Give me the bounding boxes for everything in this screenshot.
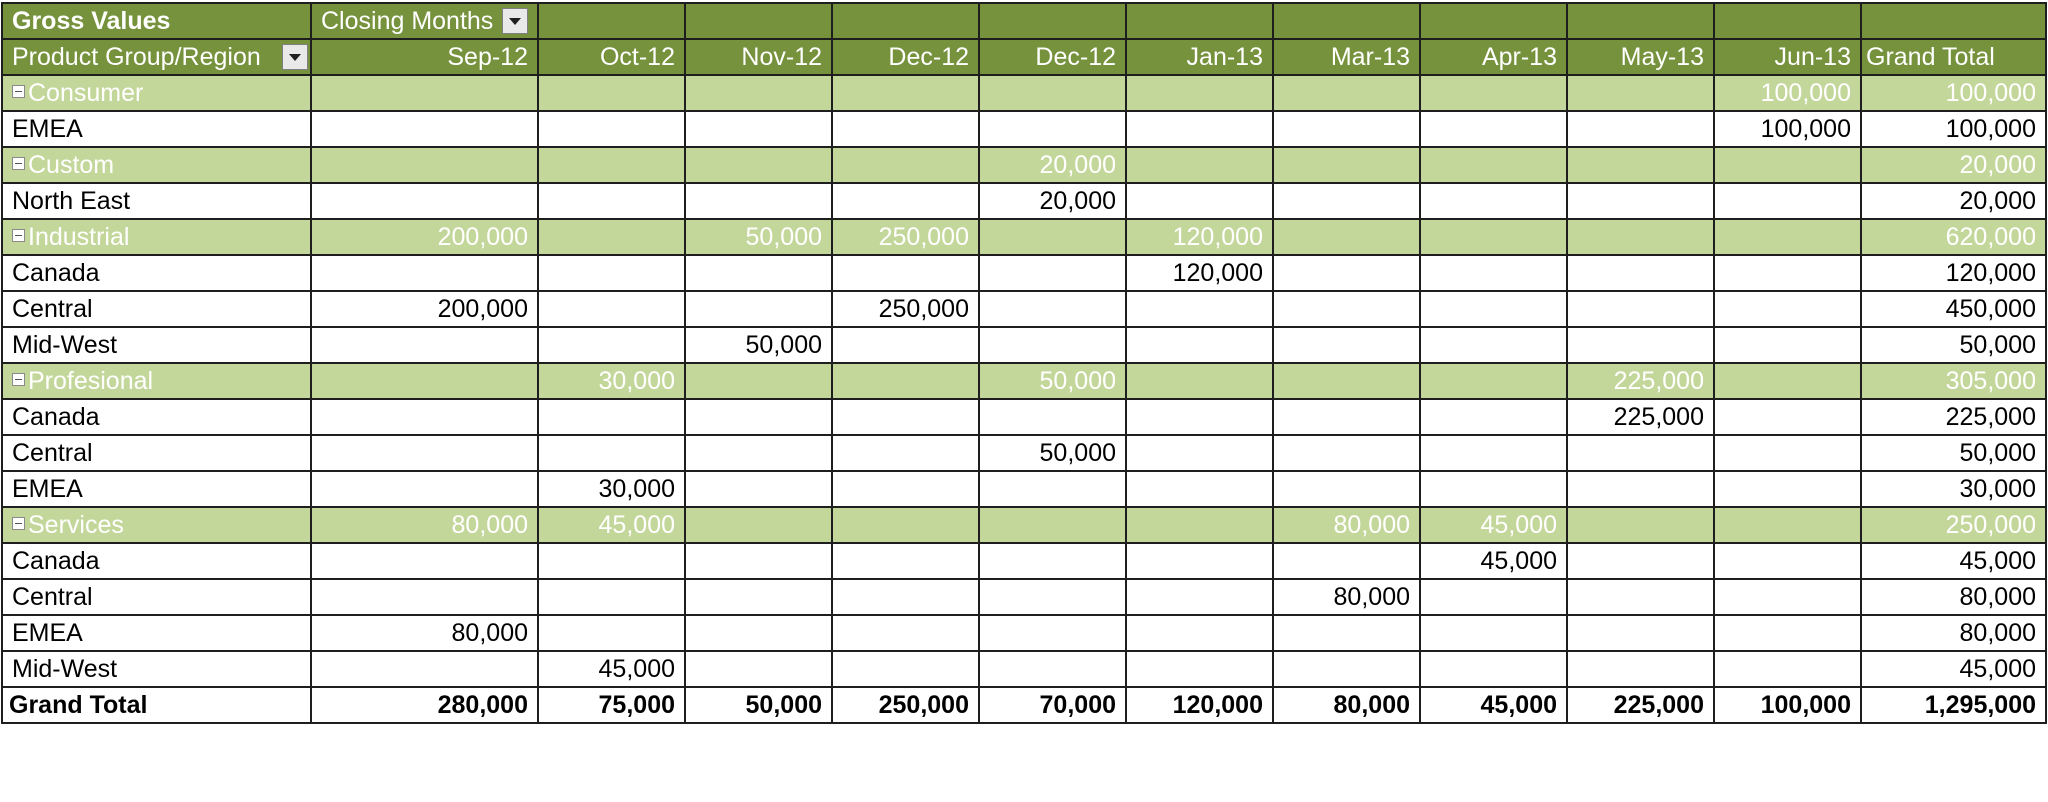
table-row xyxy=(2,615,2046,651)
value-cell xyxy=(1567,435,1714,471)
group-label: Industrial xyxy=(28,222,130,251)
value-cell xyxy=(685,579,832,615)
value-cell xyxy=(1273,651,1420,687)
value-cell xyxy=(1273,471,1420,507)
value-cell xyxy=(1126,507,1273,543)
region-label-cell xyxy=(2,651,311,687)
group-label-cell xyxy=(2,363,311,399)
region-label-cell xyxy=(2,111,311,147)
group-row xyxy=(2,75,2046,111)
value-cell: 20,000 xyxy=(979,147,1126,183)
value-cell xyxy=(1714,147,1861,183)
value-cell xyxy=(685,543,832,579)
value-cell xyxy=(1126,471,1273,507)
value-cell xyxy=(1420,147,1567,183)
value-cell xyxy=(832,615,979,651)
value-cell: 80,000 xyxy=(1273,507,1420,543)
value-cell xyxy=(685,291,832,327)
row-total-cell: 80,000 xyxy=(1861,615,2046,651)
header-blank-cell xyxy=(832,3,979,39)
collapse-icon[interactable] xyxy=(12,229,25,242)
header-blank-cell xyxy=(1126,3,1273,39)
value-cell xyxy=(311,255,538,291)
row-total-cell: 80,000 xyxy=(1861,579,2046,615)
header-row-months xyxy=(2,39,2046,75)
chevron-down-icon[interactable] xyxy=(502,8,528,34)
value-cell xyxy=(1273,147,1420,183)
grand-total-value-cell: 75,000 xyxy=(538,687,685,723)
value-cell xyxy=(1420,399,1567,435)
value-cell: 50,000 xyxy=(685,327,832,363)
region-label-cell xyxy=(2,615,311,651)
header-blank-cell xyxy=(538,3,685,39)
value-cell xyxy=(685,651,832,687)
value-cell xyxy=(538,75,685,111)
grand-total-value-cell: 100,000 xyxy=(1714,687,1861,723)
value-cell xyxy=(1714,219,1861,255)
table-row xyxy=(2,255,2046,291)
region-label: EMEA xyxy=(12,114,83,143)
row-total-cell: 50,000 xyxy=(1861,327,2046,363)
month-header-cell: May-13 xyxy=(1567,39,1714,75)
value-cell xyxy=(538,327,685,363)
grand-total-header-cell: Grand Total xyxy=(1861,39,2046,75)
value-cell xyxy=(1567,75,1714,111)
value-cell xyxy=(1126,363,1273,399)
value-cell xyxy=(1714,507,1861,543)
region-label: North East xyxy=(12,186,131,215)
value-cell xyxy=(538,435,685,471)
values-label-cell xyxy=(2,3,311,39)
value-cell xyxy=(979,219,1126,255)
value-cell xyxy=(1273,255,1420,291)
value-cell xyxy=(538,615,685,651)
value-cell: 200,000 xyxy=(311,219,538,255)
value-cell: 100,000 xyxy=(1714,111,1861,147)
grand-total-value-cell: 280,000 xyxy=(311,687,538,723)
region-label-cell xyxy=(2,579,311,615)
month-header-cell: Sep-12 xyxy=(311,39,538,75)
value-cell xyxy=(311,183,538,219)
value-cell xyxy=(1273,327,1420,363)
row-total-cell: 20,000 xyxy=(1861,147,2046,183)
value-cell: 200,000 xyxy=(311,291,538,327)
value-cell xyxy=(685,363,832,399)
value-cell xyxy=(832,327,979,363)
collapse-icon[interactable] xyxy=(12,85,25,98)
value-cell xyxy=(832,399,979,435)
value-cell xyxy=(1714,363,1861,399)
region-label: Canada xyxy=(12,546,100,575)
value-cell xyxy=(1714,327,1861,363)
value-cell xyxy=(1420,255,1567,291)
value-cell xyxy=(979,615,1126,651)
value-cell xyxy=(1567,327,1714,363)
value-cell xyxy=(1126,543,1273,579)
table-row xyxy=(2,651,2046,687)
table-row xyxy=(2,111,2046,147)
value-cell xyxy=(1567,651,1714,687)
row-total-cell: 30,000 xyxy=(1861,471,2046,507)
value-cell: 50,000 xyxy=(685,219,832,255)
value-cell xyxy=(1273,75,1420,111)
region-label-cell xyxy=(2,543,311,579)
value-cell xyxy=(979,471,1126,507)
value-cell xyxy=(1567,291,1714,327)
region-label: EMEA xyxy=(12,618,83,647)
value-cell xyxy=(1273,111,1420,147)
value-cell xyxy=(832,147,979,183)
row-total-cell: 620,000 xyxy=(1861,219,2046,255)
value-cell: 120,000 xyxy=(1126,255,1273,291)
region-label-cell xyxy=(2,183,311,219)
region-label: Mid-West xyxy=(12,654,118,683)
value-cell: 30,000 xyxy=(538,471,685,507)
value-cell xyxy=(311,651,538,687)
value-cell xyxy=(1567,147,1714,183)
value-cell xyxy=(1714,399,1861,435)
table-row xyxy=(2,435,2046,471)
value-cell xyxy=(1420,651,1567,687)
value-cell xyxy=(1714,255,1861,291)
group-label-cell xyxy=(2,219,311,255)
region-label: Canada xyxy=(12,402,100,431)
rows-label: Product Group/Region xyxy=(12,42,261,71)
value-cell xyxy=(311,363,538,399)
value-cell xyxy=(685,255,832,291)
value-cell xyxy=(311,75,538,111)
value-cell: 45,000 xyxy=(538,651,685,687)
value-cell xyxy=(1567,579,1714,615)
value-cell xyxy=(979,651,1126,687)
value-cell xyxy=(538,255,685,291)
value-cell xyxy=(832,471,979,507)
group-label: Custom xyxy=(28,150,115,179)
value-cell xyxy=(685,147,832,183)
value-cell xyxy=(1273,291,1420,327)
region-label-cell xyxy=(2,291,311,327)
group-label: Services xyxy=(28,510,124,539)
value-cell xyxy=(832,183,979,219)
table-row xyxy=(2,579,2046,615)
value-cell xyxy=(1567,255,1714,291)
value-cell xyxy=(979,579,1126,615)
value-cell xyxy=(311,399,538,435)
value-cell xyxy=(538,147,685,183)
value-cell: 20,000 xyxy=(979,183,1126,219)
grand-total-row xyxy=(2,687,2046,723)
month-header-cell: Jan-13 xyxy=(1126,39,1273,75)
value-cell: 50,000 xyxy=(979,435,1126,471)
value-cell xyxy=(1420,219,1567,255)
value-cell xyxy=(1714,543,1861,579)
value-cell xyxy=(979,75,1126,111)
value-cell xyxy=(1567,183,1714,219)
grand-total-value-cell: 225,000 xyxy=(1567,687,1714,723)
value-cell xyxy=(1714,471,1861,507)
value-cell xyxy=(311,543,538,579)
value-cell xyxy=(1273,219,1420,255)
value-cell: 30,000 xyxy=(538,363,685,399)
collapse-icon[interactable] xyxy=(12,517,25,530)
value-cell xyxy=(1714,183,1861,219)
region-label-cell xyxy=(2,435,311,471)
chevron-down-icon[interactable] xyxy=(282,44,308,70)
value-cell: 250,000 xyxy=(832,219,979,255)
value-cell xyxy=(311,327,538,363)
value-cell xyxy=(1126,291,1273,327)
value-cell xyxy=(979,291,1126,327)
month-header-cell: Oct-12 xyxy=(538,39,685,75)
value-cell xyxy=(538,111,685,147)
grand-total-value-cell: 120,000 xyxy=(1126,687,1273,723)
value-cell: 80,000 xyxy=(311,615,538,651)
header-blank-cell xyxy=(1714,3,1861,39)
value-cell xyxy=(685,183,832,219)
header-blank-cell xyxy=(1273,3,1420,39)
month-header-cell: Dec-12 xyxy=(979,39,1126,75)
region-label: Central xyxy=(12,294,93,323)
value-cell: 225,000 xyxy=(1567,363,1714,399)
region-label: EMEA xyxy=(12,474,83,503)
header-blank-cell xyxy=(1420,3,1567,39)
value-cell xyxy=(832,111,979,147)
value-cell: 50,000 xyxy=(979,363,1126,399)
value-cell: 45,000 xyxy=(1420,507,1567,543)
value-cell: 120,000 xyxy=(1126,219,1273,255)
value-cell xyxy=(311,471,538,507)
value-cell xyxy=(1420,183,1567,219)
value-cell xyxy=(1567,471,1714,507)
group-row xyxy=(2,363,2046,399)
value-cell xyxy=(685,615,832,651)
value-cell: 45,000 xyxy=(538,507,685,543)
grand-total-value-cell: 70,000 xyxy=(979,687,1126,723)
row-total-cell: 45,000 xyxy=(1861,651,2046,687)
rows-label-cell[interactable] xyxy=(2,39,311,75)
value-cell xyxy=(1126,651,1273,687)
value-cell xyxy=(685,435,832,471)
value-cell xyxy=(979,399,1126,435)
table-row xyxy=(2,471,2046,507)
group-label-cell xyxy=(2,147,311,183)
group-label: Consumer xyxy=(28,78,144,107)
table-row xyxy=(2,291,2046,327)
grand-total-value-cell: 45,000 xyxy=(1420,687,1567,723)
value-cell xyxy=(1420,435,1567,471)
grand-total-sum-cell: 1,295,000 xyxy=(1861,687,2046,723)
header-blank-cell xyxy=(1567,3,1714,39)
value-cell xyxy=(1567,543,1714,579)
value-cell xyxy=(1126,327,1273,363)
value-cell xyxy=(832,363,979,399)
value-cell xyxy=(1126,435,1273,471)
group-label-cell xyxy=(2,75,311,111)
grand-total-label: Grand Total xyxy=(2,687,311,723)
group-label-cell xyxy=(2,507,311,543)
value-cell xyxy=(538,579,685,615)
value-cell xyxy=(1126,579,1273,615)
month-header-cell: Dec-12 xyxy=(832,39,979,75)
header-blank-cell xyxy=(1861,3,2046,39)
value-cell xyxy=(311,435,538,471)
value-cell: 45,000 xyxy=(1420,543,1567,579)
value-cell xyxy=(1273,615,1420,651)
value-cell xyxy=(832,507,979,543)
columns-label-cell[interactable] xyxy=(311,3,538,39)
value-cell xyxy=(979,255,1126,291)
value-cell xyxy=(1420,75,1567,111)
value-cell xyxy=(1273,543,1420,579)
header-row-values xyxy=(2,3,2046,39)
row-total-cell: 100,000 xyxy=(1861,75,2046,111)
region-label-cell xyxy=(2,327,311,363)
value-cell xyxy=(538,291,685,327)
grand-total-value-cell: 250,000 xyxy=(832,687,979,723)
value-cell xyxy=(311,111,538,147)
value-cell xyxy=(1567,219,1714,255)
value-cell xyxy=(1714,615,1861,651)
region-label: Mid-West xyxy=(12,330,118,359)
value-cell xyxy=(311,147,538,183)
table-row xyxy=(2,543,2046,579)
value-cell xyxy=(832,75,979,111)
value-cell xyxy=(1714,435,1861,471)
value-cell xyxy=(979,507,1126,543)
value-cell xyxy=(1273,399,1420,435)
region-label: Central xyxy=(12,438,93,467)
value-cell xyxy=(1126,147,1273,183)
value-cell xyxy=(1714,651,1861,687)
row-total-cell: 20,000 xyxy=(1861,183,2046,219)
value-cell xyxy=(1273,363,1420,399)
value-cell xyxy=(1567,615,1714,651)
value-cell xyxy=(1126,183,1273,219)
region-label: Central xyxy=(12,582,93,611)
value-cell xyxy=(1273,183,1420,219)
value-cell xyxy=(1567,507,1714,543)
value-cell xyxy=(685,471,832,507)
group-row xyxy=(2,219,2046,255)
value-cell xyxy=(1420,471,1567,507)
row-total-cell: 100,000 xyxy=(1861,111,2046,147)
value-cell xyxy=(538,399,685,435)
value-cell xyxy=(1420,579,1567,615)
month-header-cell: Apr-13 xyxy=(1420,39,1567,75)
value-cell xyxy=(1567,111,1714,147)
value-cell xyxy=(685,399,832,435)
grand-total-value-cell: 80,000 xyxy=(1273,687,1420,723)
value-cell: 225,000 xyxy=(1567,399,1714,435)
month-header-cell: Mar-13 xyxy=(1273,39,1420,75)
value-cell: 80,000 xyxy=(311,507,538,543)
value-cell xyxy=(1420,363,1567,399)
table-row xyxy=(2,183,2046,219)
pivot-table xyxy=(1,2,2047,724)
value-cell xyxy=(538,219,685,255)
value-cell xyxy=(1126,75,1273,111)
value-cell xyxy=(1714,291,1861,327)
value-cell xyxy=(685,507,832,543)
value-cell: 100,000 xyxy=(1714,75,1861,111)
row-total-cell: 120,000 xyxy=(1861,255,2046,291)
value-cell xyxy=(685,75,832,111)
value-cell xyxy=(1420,615,1567,651)
value-cell xyxy=(832,435,979,471)
value-cell xyxy=(1420,291,1567,327)
value-cell xyxy=(538,543,685,579)
row-total-cell: 45,000 xyxy=(1861,543,2046,579)
columns-label: Closing Months xyxy=(321,6,494,35)
value-cell xyxy=(1273,435,1420,471)
region-label: Canada xyxy=(12,258,100,287)
region-label-cell xyxy=(2,471,311,507)
group-row xyxy=(2,507,2046,543)
value-cell: 80,000 xyxy=(1273,579,1420,615)
table-row xyxy=(2,399,2046,435)
value-cell xyxy=(538,183,685,219)
collapse-icon[interactable] xyxy=(12,373,25,386)
header-blank-cell xyxy=(979,3,1126,39)
values-label: Gross Values xyxy=(12,6,171,35)
value-cell xyxy=(311,579,538,615)
table-row xyxy=(2,327,2046,363)
value-cell xyxy=(979,327,1126,363)
value-cell xyxy=(1714,579,1861,615)
row-total-cell: 250,000 xyxy=(1861,507,2046,543)
value-cell xyxy=(1126,615,1273,651)
value-cell xyxy=(832,579,979,615)
grand-total-value-cell: 50,000 xyxy=(685,687,832,723)
month-header-cell: Jun-13 xyxy=(1714,39,1861,75)
value-cell: 250,000 xyxy=(832,291,979,327)
value-cell xyxy=(832,255,979,291)
value-cell xyxy=(979,543,1126,579)
value-cell xyxy=(1420,111,1567,147)
group-label: Profesional xyxy=(28,366,154,395)
value-cell xyxy=(832,543,979,579)
header-blank-cell xyxy=(685,3,832,39)
value-cell xyxy=(685,111,832,147)
region-label-cell xyxy=(2,255,311,291)
collapse-icon[interactable] xyxy=(12,157,25,170)
value-cell xyxy=(1420,327,1567,363)
month-header-cell: Nov-12 xyxy=(685,39,832,75)
group-row xyxy=(2,147,2046,183)
row-total-cell: 225,000 xyxy=(1861,399,2046,435)
row-total-cell: 305,000 xyxy=(1861,363,2046,399)
value-cell xyxy=(1126,111,1273,147)
row-total-cell: 450,000 xyxy=(1861,291,2046,327)
value-cell xyxy=(832,651,979,687)
region-label-cell xyxy=(2,399,311,435)
row-total-cell: 50,000 xyxy=(1861,435,2046,471)
value-cell xyxy=(1126,399,1273,435)
value-cell xyxy=(979,111,1126,147)
